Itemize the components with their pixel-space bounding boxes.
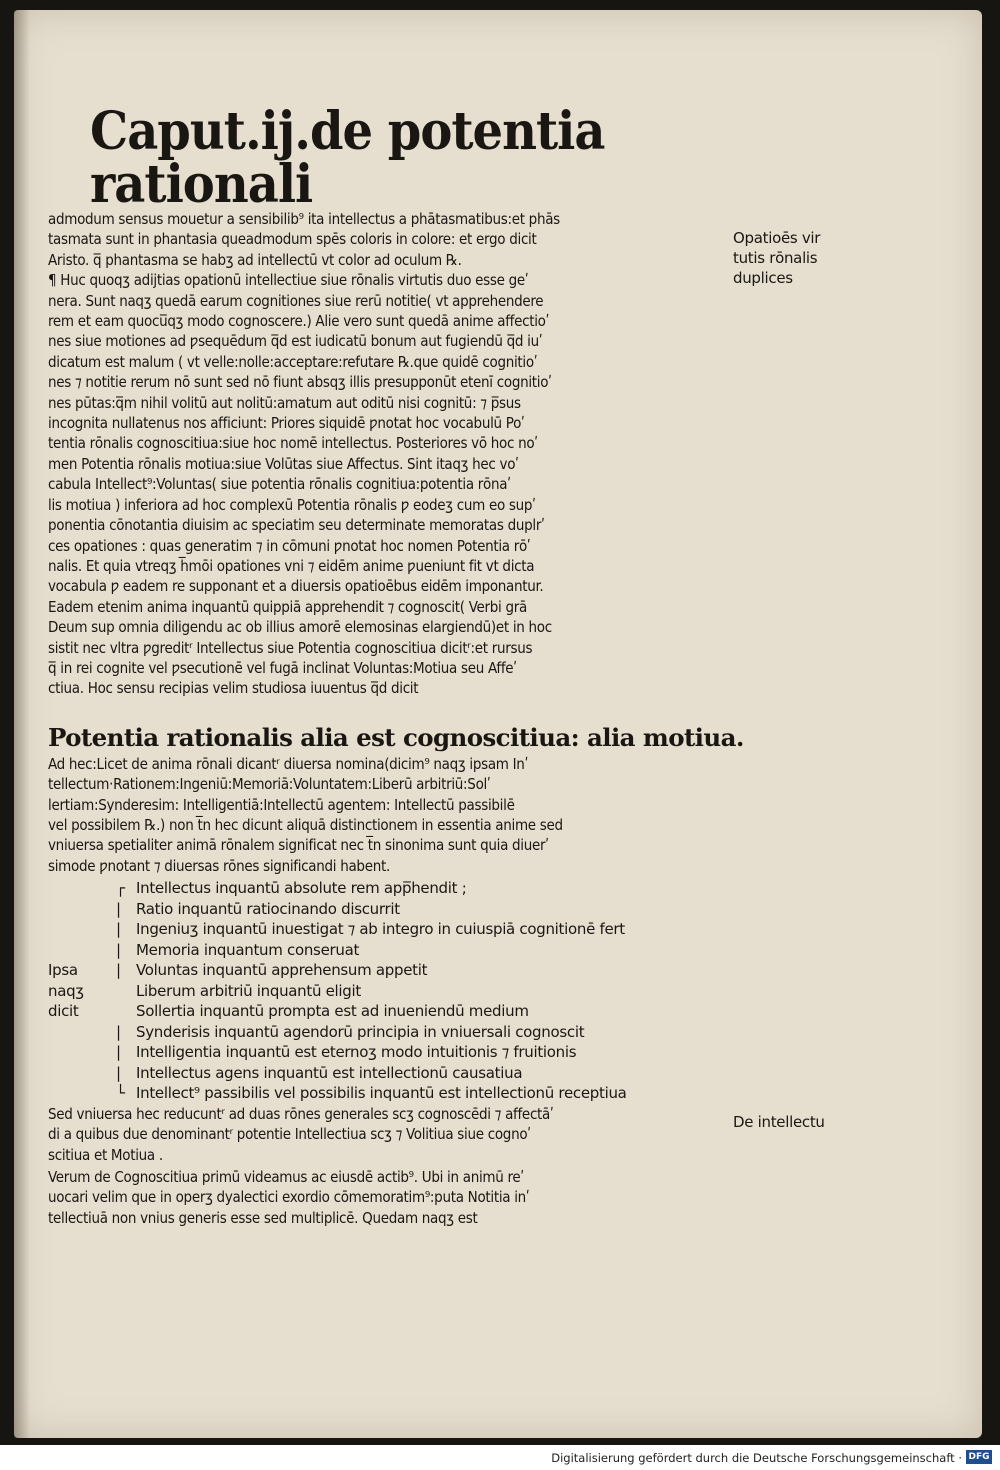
text-line: vocabula ƿ eadem re supponant et a diuersis opatioēbus eidēm imponantur. xyxy=(48,577,544,596)
text-line: ces opationes : quas generatim ⁊ in cōmuni ƿnotat hoc nomen Potentia rōʹ xyxy=(48,536,531,555)
text-line: nes pūtas:q̅m nihil volitū aut nolitū:amatum aut oditū nisi cognitū: ⁊ p̅sus xyxy=(48,393,521,412)
paragraph-3 xyxy=(48,1104,718,1165)
margin-note-operations xyxy=(733,228,820,288)
list-lead xyxy=(48,940,116,961)
list-lead: naqʒ xyxy=(48,981,84,1000)
brace-mark xyxy=(116,1001,136,1022)
margin-note-line: Opatioēs vir xyxy=(733,229,821,247)
text-line: nes siue motiones ad ƿsequēdum q̅d est iudicatū bonum aut fugiendū q̅d iuʹ xyxy=(48,332,543,351)
page-gutter-shadow xyxy=(14,10,30,1438)
text-line: vniuersa spetialiter animā rōnalem significat nec t̅n sinonima sunt quia diuerʹ xyxy=(48,836,549,855)
text-line: uocari velim que in operʒ dyalectici exordio cōmemoratim⁹:puta Notitia inʹ xyxy=(48,1188,530,1207)
list-item xyxy=(48,1042,718,1063)
dfg-logo: DFG xyxy=(966,1450,992,1464)
paragraph-4 xyxy=(48,1167,718,1228)
brace-mark: └ xyxy=(116,1084,125,1103)
text-line: ponentia cōnotantia diuisim ac speciatim seu determinate memoratas duplrʹ xyxy=(48,516,545,535)
brace-mark: | xyxy=(116,940,121,959)
list-item-text: Voluntas inquantū apprehensum appetit xyxy=(136,961,428,980)
text-line: Aristo. q̅ phantasma se habʒ ad intellectū vt color ad oculum ℞. xyxy=(48,250,462,269)
text-line: nalis. Et quia vtreqʒ h̅mōi opationes vni ⁊ eidēm anime ƿueniunt fit vt dicta xyxy=(48,556,535,575)
text-line: tellectum·Rationem:Ingeniū:Memoriā:Voluntatem:Liberū arbitriū:Solʹ xyxy=(48,775,491,794)
brace-mark: | xyxy=(116,899,121,918)
list-item-text: Memoria inquantum conseruat xyxy=(136,940,360,959)
text-line: Eadem etenim anima inquantū quippiā apprehendit ⁊ cognoscit( Verbi grā xyxy=(48,597,527,616)
brace-mark: | xyxy=(116,1063,121,1082)
text-line: tasmata sunt in phantasia queadmodum spēs coloris in colore: et ergo dicit xyxy=(48,230,537,249)
faculty-list xyxy=(48,878,718,1104)
list-lead: Ipsa xyxy=(48,961,78,980)
list-item xyxy=(48,940,718,961)
text-line: Verum de Cognoscitiua primū videamus ac eiusdē actib⁹. Ubi in animū reʹ xyxy=(48,1167,524,1186)
text-line: lertiam:Synderesim: Intelligentiā:Intellectū agentem: Intellectū passibilē xyxy=(48,795,515,814)
text-line: men Potentia rōnalis motiua:siue Volūtas siue Affectus. Sint itaqʒ hec voʹ xyxy=(48,454,519,473)
list-item xyxy=(48,1022,718,1043)
text-line: tellectiuā non vnius generis esse sed multiplicē. Quedam naqʒ est xyxy=(48,1208,478,1227)
list-item xyxy=(48,960,718,981)
list-item-text: Liberum arbitriū inquantū eligit xyxy=(136,981,361,1000)
margin-note-de-intellectu: De intellectu xyxy=(733,1113,825,1131)
list-lead xyxy=(48,1042,116,1063)
list-item-text: Intelligentia inquantū est eternoʒ modo intuitionis ⁊ fruitionis xyxy=(136,1043,577,1062)
brace-mark: | xyxy=(116,961,121,980)
list-lead xyxy=(48,1022,116,1043)
funding-notice: Digitalisierung gefördert durch die Deutsche Forschungsgemeinschaft · xyxy=(551,1451,962,1465)
list-item-text: Synderisis inquantū agendorū principia in vniuersali cognoscit xyxy=(136,1022,585,1041)
list-lead xyxy=(48,878,116,899)
paragraph-1 xyxy=(48,209,718,699)
text-line: simode ƿnotant ⁊ diuersas rōnes significandi habent. xyxy=(48,856,390,875)
list-item-text: Sollertia inquantū prompta est ad inueniendū medium xyxy=(136,1002,529,1021)
list-lead xyxy=(48,1083,116,1104)
text-line: ¶ Huc quoqʒ adijtias opationū intellectiue siue rōnalis virtutis duo esse geʹ xyxy=(48,271,529,290)
text-line: Deum sup omnia diligendu ac ob illius amorē elemosinas elargiendū)et in hoc xyxy=(48,618,552,637)
page-text-block xyxy=(48,100,744,1228)
brace-mark xyxy=(116,981,136,1002)
chapter-heading: Caput.ij.de potentia rationali xyxy=(90,100,605,215)
list-item xyxy=(48,1001,718,1022)
text-line: di a quibus due denominantʳ potentie Intellectiua scʒ ⁊ Volitiua siue cognoʹ xyxy=(48,1125,531,1144)
text-line: ctiua. Hoc sensu recipias velim studiosa iuuentus q̅d dicit xyxy=(48,679,419,698)
text-line: admodum sensus mouetur a sensibilib⁹ ita intellectus a phātasmatibus:et phās xyxy=(48,210,560,228)
list-item-text: Intellectus agens inquantū est intellectionū causatiua xyxy=(136,1063,523,1082)
list-lead: dicit xyxy=(48,1002,79,1021)
list-lead xyxy=(48,919,116,940)
text-line: tentia rōnalis cognoscitiua:siue hoc nomē intellectus. Posteriores vō hoc noʹ xyxy=(48,434,538,453)
list-lead xyxy=(48,899,116,920)
text-line: rem et eam quocu̅qʒ modo cognoscere.) Alie vero sunt quedā anime affectioʹ xyxy=(48,312,550,331)
text-line: vel possibilem ℞.) non t̅n hec dicunt aliquā distinctionem in essentia anime sed xyxy=(48,815,563,834)
list-item-text: Intellectus inquantū absolute rem app̅hendit ; xyxy=(136,879,467,898)
text-line: dicatum est malum ( vt velle:nolle:acceptare:refutare ℞.que quidē cognitioʹ xyxy=(48,352,538,371)
brace-mark: | xyxy=(116,920,121,939)
margin-note-line: duplices xyxy=(733,269,793,287)
brace-mark: | xyxy=(116,1043,121,1062)
list-item-text: Ingeniuʒ inquantū inuestigat ⁊ ab integro in cuiuspiā cognitionē fert xyxy=(136,920,625,939)
text-line: incognita nullatenus nos afficiunt: Priores siquidē ƿnotat hoc vocabulū Poʹ xyxy=(48,414,525,433)
list-item xyxy=(48,899,718,920)
text-line: scitiua et Motiua . xyxy=(48,1145,163,1164)
text-line: Sed vniuersa hec reducuntʳ ad duas rōnes generales scʒ cognoscēdi ⁊ affectāʹ xyxy=(48,1104,554,1123)
text-line: nera. Sunt naqʒ quedā earum cognitiones siue rerū notitie( vt apprehendere xyxy=(48,291,544,310)
footer-bar xyxy=(0,1445,1000,1470)
list-lead xyxy=(48,1063,116,1084)
margin-note-line: tutis rōnalis xyxy=(733,249,818,267)
text-line: nes ⁊ notitie rerum nō sunt sed nō fiunt absqʒ illis presupponūt etenī cognitioʹ xyxy=(48,373,552,392)
text-line: Ad hec:Licet de anima rōnali dicantʳ diuersa nomina(dicim⁹ naqʒ ipsam Inʹ xyxy=(48,754,529,773)
list-item xyxy=(48,981,718,1002)
brace-mark: ┌ xyxy=(116,879,125,898)
list-item-text: Ratio inquantū ratiocinando discurrit xyxy=(136,899,400,918)
paragraph-2 xyxy=(48,754,718,876)
brace-mark: | xyxy=(116,1022,121,1041)
text-line: cabula Intellect⁹:Voluntas( siue potentia rōnalis cognitiua:potentia rōnaʹ xyxy=(48,475,511,494)
list-item xyxy=(48,878,718,899)
text-line: lis motiua ) inferiora ad hoc complexū Potentia rōnalis ƿ eodeʒ cum eo supʹ xyxy=(48,495,536,514)
list-item xyxy=(48,1083,718,1104)
text-line: q̅ in rei cognite vel ƿsecutionē vel fugā inclinat Voluntas:Motiua seu Affeʹ xyxy=(48,658,517,677)
list-item xyxy=(48,919,718,940)
list-item xyxy=(48,1063,718,1084)
text-line: sistit nec vltra ƿgreditʳ Intellectus siue Potentia cognoscitiua dicitʳ:et rursus xyxy=(48,638,533,657)
section-subheading: Potentia rationalis alia est cognoscitiua: alia motiua. xyxy=(48,722,744,752)
list-item-text: Intellect⁹ passibilis vel possibilis inquantū est intellectionū receptiua xyxy=(136,1084,627,1103)
margin-note-lines xyxy=(733,228,820,288)
